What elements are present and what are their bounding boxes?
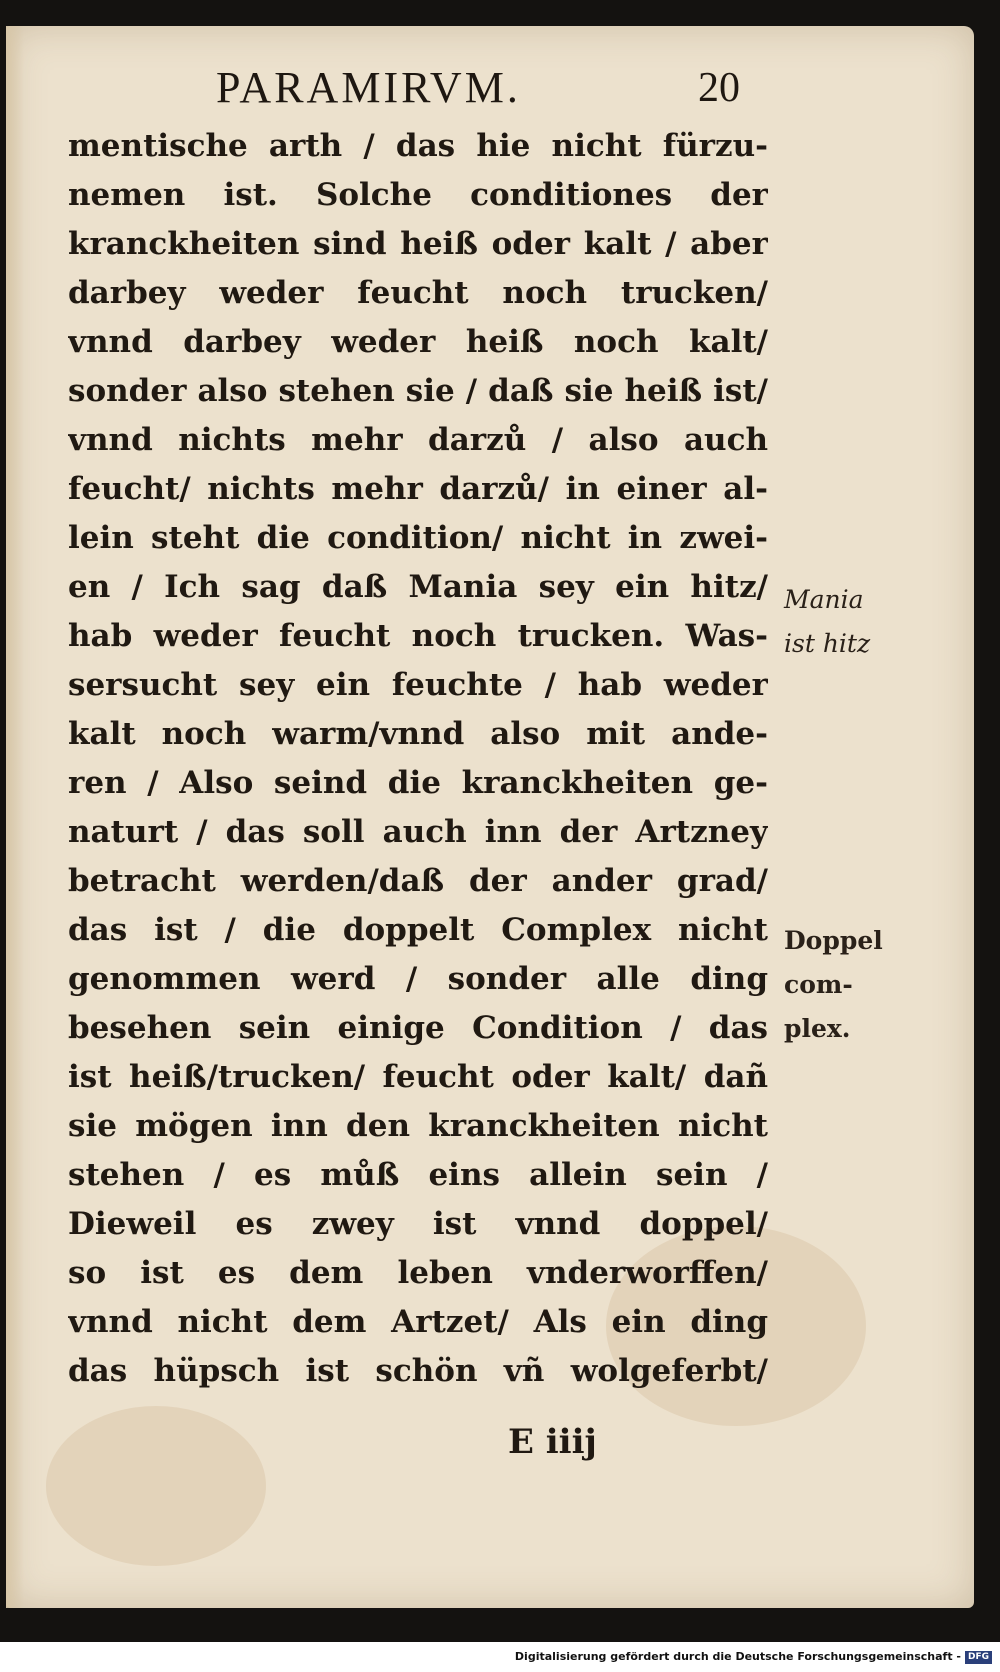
text-line: sonder also stehen sie / daß sie heiß ist/: [68, 373, 768, 409]
margin-note-line: Mania: [784, 585, 864, 614]
text-line: vnnd nichts mehr darzů / also auch: [68, 422, 768, 458]
text-line: vnnd darbey weder heiß noch kalt/: [68, 324, 768, 360]
text-line: kalt noch warm/vnnd also mit ande-: [68, 716, 768, 752]
text-line: besehen sein einige Condition / das: [68, 1010, 768, 1046]
margin-note-mania: [784, 578, 870, 666]
text-line: kranckheiten sind heiß oder kalt / aber: [68, 226, 768, 262]
margin-note-doppel-complex: [784, 919, 883, 1051]
text-line: Dieweil es zwey ist vnnd doppel/: [68, 1206, 768, 1242]
text-line: hab weder feucht noch trucken. Was-: [68, 618, 768, 654]
margin-note-line: Doppel: [784, 926, 883, 955]
body-text: [68, 122, 768, 1396]
text-line: sersucht sey ein feuchte / hab weder: [68, 667, 768, 703]
text-line: das ist / die doppelt Complex nicht: [68, 912, 768, 948]
credit-text: Digitalisierung gefördert durch die Deutsche Forschungsgemeinschaft -: [514, 1650, 961, 1663]
text-line: sie mögen inn den kranckheiten nicht: [68, 1108, 768, 1144]
page-gutter-shadow: [6, 26, 24, 1608]
text-line: stehen / es můß eins allein sein /: [68, 1157, 768, 1193]
text-line: so ist es dem leben vnderworffen/: [68, 1255, 768, 1291]
text-line: ist heiß/trucken/ feucht oder kalt/ dañ: [68, 1059, 768, 1095]
text-line: mentische arth / das hie nicht fürzu-: [68, 128, 768, 164]
text-line: darbey weder feucht noch trucken/: [68, 275, 768, 311]
text-line: naturt / das soll auch inn der Artzney: [68, 814, 768, 850]
text-line: das hüpsch ist schön vñ wolgeferbt/: [68, 1353, 768, 1389]
text-line: lein steht die condition/ nicht in zwei-: [68, 520, 768, 556]
margin-note-line: ist hitz: [784, 629, 871, 658]
text-line: ren / Also seind die kranckheiten ge-: [68, 765, 768, 801]
page-number: 20: [698, 65, 740, 111]
margin-note-line: com-: [784, 970, 853, 999]
text-line: feucht/ nichts mehr darzů/ in einer al-: [68, 471, 768, 507]
text-line: vnnd nicht dem Artzet/ Als ein ding: [68, 1304, 768, 1340]
dfg-logo: DFG: [965, 1651, 992, 1664]
signature-mark: E iiij: [508, 1422, 597, 1462]
margin-note-line: plex.: [784, 1014, 851, 1043]
text-line: genommen werd / sonder alle ding: [68, 961, 768, 997]
text-line: en / Ich sag daß Mania sey ein hitz/: [68, 569, 768, 605]
paper-stain: [46, 1406, 266, 1566]
book-page: [6, 26, 974, 1608]
running-title: PARAMIRVM.: [216, 63, 521, 112]
text-line: nemen ist. Solche conditiones der: [68, 177, 768, 213]
text-line: betracht werden/daß der ander grad/: [68, 863, 768, 899]
digitization-credit: [515, 1650, 992, 1664]
